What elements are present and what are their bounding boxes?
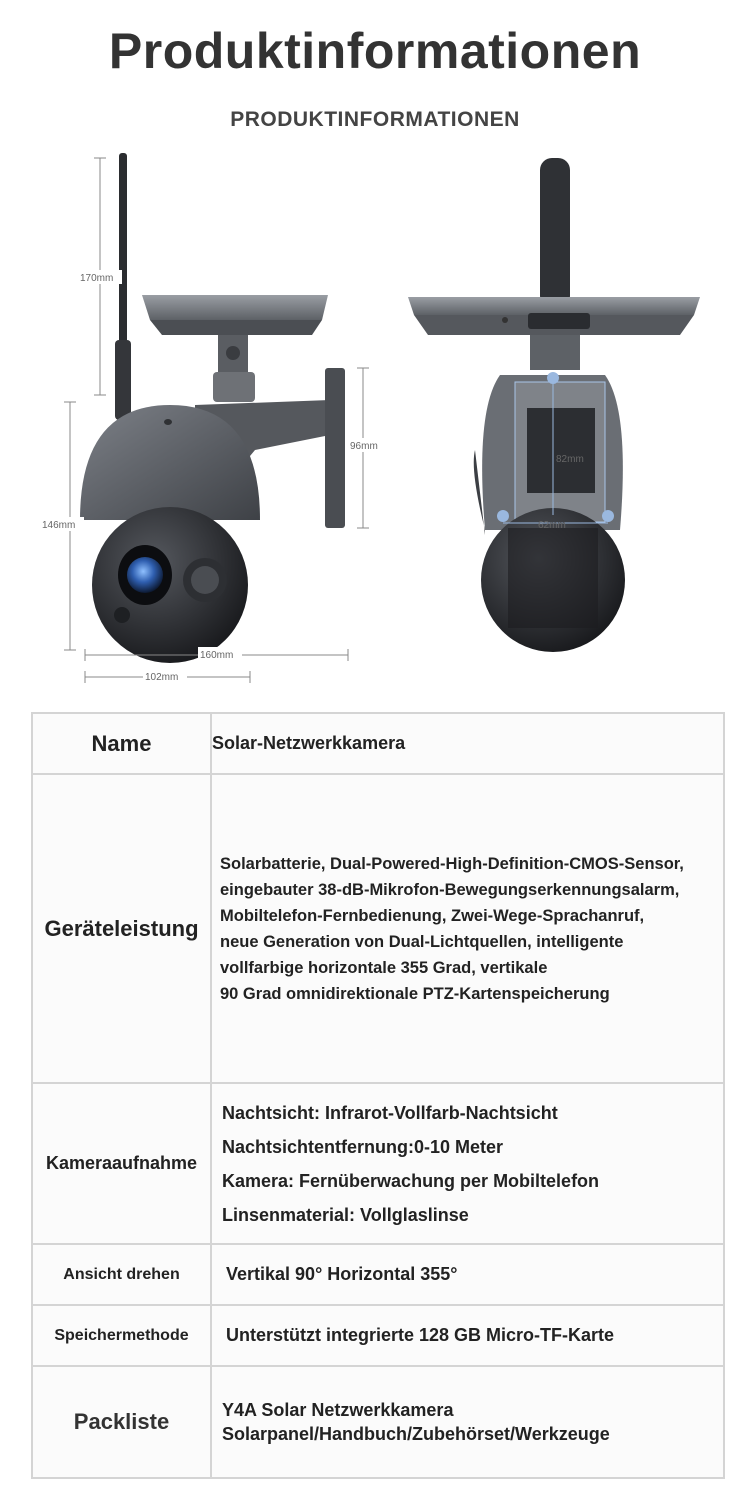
table-row (32, 1366, 724, 1478)
value-line: vollfarbige horizontale 355 Grad, vertikale (220, 958, 548, 977)
value-line: Solarbatterie, Dual-Powered-High-Definition-CMOS-Sensor, (220, 854, 684, 873)
product-dimension-drawing (30, 150, 720, 690)
table-row (32, 713, 724, 774)
value-line: neue Generation von Dual-Lichtquellen, intelligente (220, 932, 624, 951)
value-line: Nachtsichtentfernung:0-10 Meter (222, 1136, 504, 1157)
camera-side-view (40, 153, 386, 683)
table-row (32, 1305, 724, 1366)
section-subtitle: PRODUKTINFORMATIONEN (230, 108, 520, 131)
row-value-performance (211, 774, 724, 1083)
row-label-package (32, 1366, 211, 1478)
dim-mount-width: 62mm (538, 520, 566, 531)
value-line: 90 Grad omnidirektionale PTZ-Kartenspeicherung (220, 984, 610, 1003)
table-row (32, 1244, 724, 1305)
dim-mount-height: 82mm (556, 454, 584, 465)
row-value-camera (211, 1083, 724, 1244)
row-value-rotation: Vertikal 90° Horizontal 355° (211, 1244, 724, 1305)
row-label-text: Kameraaufnahme (45, 1153, 198, 1173)
dim-body-height: 146mm (42, 520, 76, 531)
value-line: Y4A Solar Netzwerkkamera (222, 1400, 454, 1420)
page-title: Produktinformationen (108, 23, 642, 79)
value-line: Kamera: Fernüberwachung per Mobiltelefon (222, 1170, 600, 1191)
row-label-text: Geräteleistung (44, 915, 199, 941)
specifications-table (31, 712, 725, 1479)
row-label-text: Name (91, 730, 152, 756)
value-line: Linsenmaterial: Vollglaslinse (222, 1204, 469, 1225)
row-label-text: Packliste (73, 1409, 170, 1434)
dim-antenna-height: 170mm (80, 273, 114, 284)
value-line: eingebauter 38-dB-Mikrofon-Bewegungserkennungsalarm, (220, 880, 680, 899)
dim-arm-height: 96mm (350, 441, 378, 452)
value-line: Solarpanel/Handbuch/Zubehörset/Werkzeuge (222, 1424, 610, 1444)
row-label-performance (32, 774, 211, 1083)
row-label-text: Speichermethode (54, 1326, 189, 1344)
camera-front-view (408, 158, 700, 652)
table-row (32, 774, 724, 1083)
row-label-camera (32, 1083, 211, 1244)
row-label-name (32, 713, 211, 774)
dim-depth: 160mm (200, 650, 234, 661)
row-value-package (211, 1366, 724, 1478)
value-line: Mobiltelefon-Fernbedienung, Zwei-Wege-Sprachanruf, (220, 906, 645, 925)
value-line: Nachtsicht: Infrarot-Vollfarb-Nachtsicht (222, 1102, 558, 1123)
dim-width: 102mm (145, 672, 179, 683)
row-label-rotation (32, 1244, 211, 1305)
row-value-name: Solar-Netzwerkkamera (211, 713, 724, 774)
row-label-storage (32, 1305, 211, 1366)
row-value-storage: Unterstützt integrierte 128 GB Micro-TF-Karte (211, 1305, 724, 1366)
row-label-text: Ansicht drehen (63, 1265, 180, 1283)
table-row (32, 1083, 724, 1244)
